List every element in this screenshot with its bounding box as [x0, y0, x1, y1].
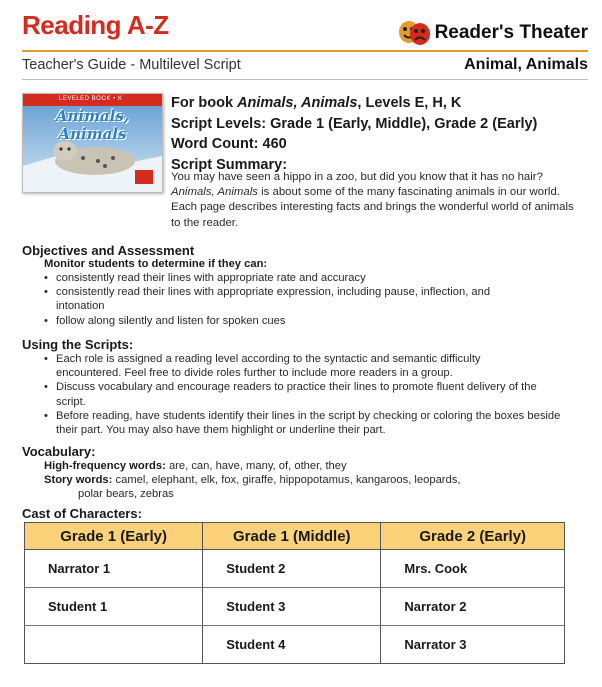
high-frequency-words: High-frequency words: are, can, have, many, of, other, they	[44, 460, 347, 472]
table-row	[25, 550, 565, 588]
cover-title: Animals, Animals	[55, 107, 130, 143]
column-header: Grade 1 (Middle)	[203, 523, 381, 550]
table-cell: Narrator 1	[25, 550, 203, 588]
list-item: • Discuss vocabulary and encourage readers to practice their lines to promote fluent delivery of the script.	[22, 380, 582, 408]
list-item: • consistently read their lines with appropriate rate and accuracy	[22, 271, 582, 285]
table-cell: Student 4	[203, 626, 381, 664]
for-book-line: For book Animals, Animals, Levels E, H, K	[171, 95, 462, 111]
readers-theater-brand	[397, 20, 588, 46]
list-item: • Each role is assigned a reading level according to the syntactic and semantic difficulty encountered. Feel free to divide roles further to include more readers in a group.	[22, 352, 582, 380]
table-header-row	[25, 523, 565, 550]
using-heading: Using the Scripts:	[22, 337, 134, 352]
table-row	[25, 588, 565, 626]
cast-table	[24, 522, 565, 664]
header-divider	[22, 50, 588, 52]
list-item: • consistently read their lines with appropriate expression, including pause, inflection, and intonation	[22, 285, 582, 313]
objectives-heading: Objectives and Assessment	[22, 243, 195, 258]
word-count: Word Count: 460	[171, 136, 287, 152]
book-info	[171, 93, 581, 175]
objectives-section	[22, 243, 582, 328]
reading-az-logo[interactable]: Reading A-Z	[22, 10, 169, 40]
story-words: Story words: camel, elephant, elk, fox, giraffe, hippopotamus, kangaroos, leopards,	[44, 474, 461, 486]
theater-masks-icon	[397, 20, 431, 46]
using-scripts-section	[22, 337, 582, 437]
list-item: • Before reading, have students identify their lines in the script by checking or coloring the boxes beside their part. You may also have them highlight or underline their part.	[22, 409, 582, 437]
guide-subtitle: Teacher's Guide - Multilevel Script	[22, 57, 241, 73]
objectives-subheading: Monitor students to determine if they can:	[44, 258, 268, 270]
table-cell: Narrator 2	[381, 588, 565, 626]
using-list	[22, 352, 582, 437]
table-cell: Student 3	[203, 588, 381, 626]
cover-levels: LEVELED BOOK • K	[59, 96, 123, 102]
subheader-divider	[22, 79, 588, 80]
script-title: Animal, Animals	[464, 56, 588, 73]
objectives-list	[22, 271, 582, 328]
table-cell	[25, 626, 203, 664]
vocabulary-heading: Vocabulary:	[22, 444, 96, 459]
summary-label: Script Summary:	[171, 156, 288, 173]
column-header: Grade 1 (Early)	[25, 523, 203, 550]
story-words-continued: polar bears, zebras	[78, 488, 174, 500]
table-row	[25, 626, 565, 664]
script-levels: Script Levels: Grade 1 (Early, Middle), Grade 2 (Early)	[171, 115, 538, 132]
column-header: Grade 2 (Early)	[381, 523, 565, 550]
table-cell: Student 1	[25, 588, 203, 626]
book-cover-image	[22, 93, 163, 193]
vocabulary-section	[22, 444, 582, 501]
script-summary: You may have seen a hippo in a zoo, but did you know that it has no hair? Animals, Animals is about some of the many fascinating animals in our world. Each page describes interesting facts and brings the wonderful world of animals to the reader.	[171, 171, 574, 229]
page-header	[0, 0, 602, 82]
series-title: Reader's Theater	[434, 22, 588, 43]
table-cell: Student 2	[203, 550, 381, 588]
list-item: • follow along silently and listen for spoken cues	[22, 314, 582, 328]
table-cell: Mrs. Cook	[381, 550, 565, 588]
table-cell: Narrator 3	[381, 626, 565, 664]
cast-heading: Cast of Characters:	[22, 506, 142, 521]
